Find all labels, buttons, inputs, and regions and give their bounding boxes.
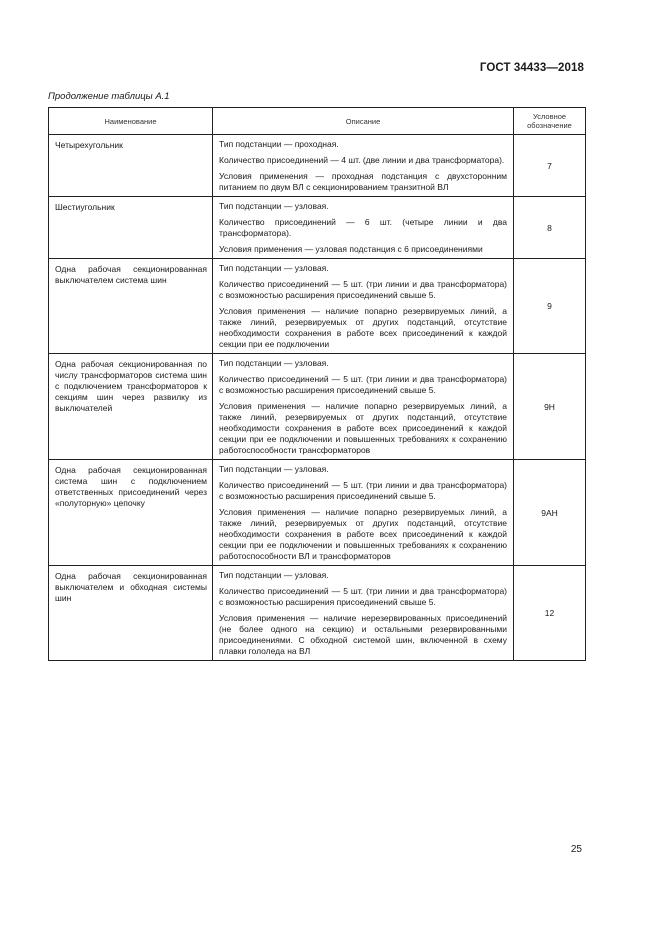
table-row bbox=[49, 566, 586, 661]
column-header-name: Наименование bbox=[49, 108, 213, 135]
row-name: Шестиугольник bbox=[49, 197, 213, 259]
description-line: Тип подстанции — узловая. bbox=[219, 570, 329, 580]
row-name: Одна рабочая секционированная по числу трансформаторов система шин с подключением трансформаторов к секциям шин через развилку из выключателей bbox=[49, 354, 213, 460]
table-caption: Продолжение таблицы А.1 bbox=[48, 91, 170, 102]
row-code: 7 bbox=[514, 135, 586, 197]
description-line: Тип подстанции — узловая. bbox=[219, 358, 329, 368]
row-name: Одна рабочая секционированная выключателем система шин bbox=[49, 259, 213, 354]
table-row bbox=[49, 135, 586, 197]
row-code: 9 bbox=[514, 259, 586, 354]
description-line: Количество присоединений — 5 шт. (три линии и два трансформатора) с возможностью расширения присоединений свыше 5. bbox=[219, 279, 507, 300]
row-description bbox=[213, 197, 514, 259]
column-header-description: Описание bbox=[213, 108, 514, 135]
row-code: 8 bbox=[514, 197, 586, 259]
row-code: 9АН bbox=[514, 460, 586, 566]
table-row bbox=[49, 197, 586, 259]
row-description bbox=[213, 566, 514, 661]
description-line: Количество присоединений — 5 шт. (три линии и два трансформатора) с возможностью расширения присоединений свыше 5. bbox=[219, 586, 507, 607]
row-description bbox=[213, 354, 514, 460]
substation-schemes-table bbox=[48, 107, 586, 661]
table-header-row bbox=[49, 108, 586, 135]
description-line: Тип подстанции — узловая. bbox=[219, 201, 329, 211]
description-line: Условия применения — узловая подстанция с 6 присоединениями bbox=[219, 244, 483, 254]
description-line: Условия применения — наличие нерезервированных присоединений (не более одного на секцию) и остальными резервированными присоединениями. С обходной системой шин, включенной в схему плавки гололеда на ВЛ bbox=[219, 613, 507, 656]
description-line: Условия применения — наличие попарно резервируемых линий, а также линий, резервируемых от других подстанций, отсутствие необходимости сохранения в работе всех присоединений к каждой секции при ее подключении bbox=[219, 306, 507, 349]
row-name: Четырехугольник bbox=[49, 135, 213, 197]
description-line: Количество присоединений — 5 шт. (три линии и два трансформатора) с возможностью расширения присоединений свыше 5. bbox=[219, 374, 507, 395]
description-line: Количество присоединений — 4 шт. (две линии и два трансформатора). bbox=[219, 155, 505, 165]
page-number: 25 bbox=[570, 844, 582, 855]
description-line: Тип подстанции — проходная. bbox=[219, 139, 339, 149]
row-description bbox=[213, 460, 514, 566]
table-row bbox=[49, 259, 586, 354]
description-line: Количество присоединений — 5 шт. (три линии и два трансформатора) с возможностью расширения присоединений свыше 5. bbox=[219, 480, 507, 501]
row-code: 12 bbox=[514, 566, 586, 661]
row-name: Одна рабочая секционированная система шин с подключением ответственных присоединений через «полуторную» цепочку bbox=[49, 460, 213, 566]
description-line: Условия применения — наличие попарно резервируемых линий, а также линий, резервируемых от других подстанций, отсутствие необходимости сохранения в работе всех присоединений к каждой секции при ее подключении и повышенных требованиях к сохранению работоспособности ВЛ и трансформаторов bbox=[219, 507, 507, 561]
row-description bbox=[213, 259, 514, 354]
table-row bbox=[49, 354, 586, 460]
description-line: Тип подстанции — узловая. bbox=[219, 263, 329, 273]
description-line: Условия применения — проходная подстанция с двухсторонним питанием по двум ВЛ с секционированием транзитной ВЛ bbox=[219, 171, 507, 192]
description-line: Условия применения — наличие попарно резервируемых линий, а также линий, резервируемых от других подстанций, отсутствие необходимости сохранения в работе всех присоединений к каждой секции при ее подключении и повышенных требованиях к сохранению работоспособности трансформаторов bbox=[219, 401, 507, 455]
column-header-code: Условное обозначение bbox=[514, 108, 586, 135]
standard-designation: ГОСТ 34433—2018 bbox=[479, 62, 584, 74]
row-description bbox=[213, 135, 514, 197]
table-row bbox=[49, 460, 586, 566]
row-name: Одна рабочая секционированная выключателем и обходная системы шин bbox=[49, 566, 213, 661]
description-line: Тип подстанции — узловая. bbox=[219, 464, 329, 474]
row-code: 9Н bbox=[514, 354, 586, 460]
description-line: Количество присоединений — 6 шт. (четыре линии и два трансформатора). bbox=[219, 217, 507, 238]
